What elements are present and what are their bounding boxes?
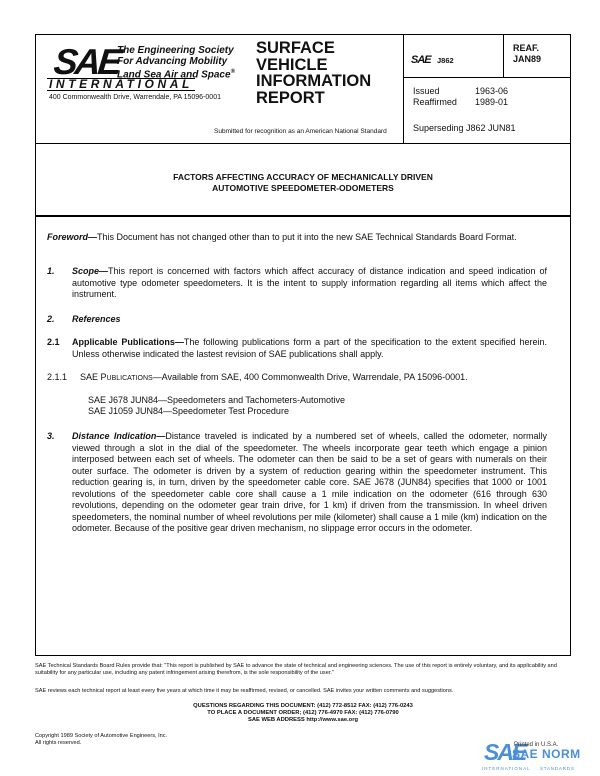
sae-address: 400 Commonwealth Drive, Warrendale, PA 15096-0001 (49, 94, 221, 101)
watermark-standards: STANDARDS (540, 766, 575, 771)
scope-section: Scope—This report is concerned with factors which affect accuracy of distance indication and speed indication of automotive type odometer speedometers. It is the intent to supply information regarding all items which affect the instrument. (72, 266, 547, 299)
reaffirmation-status: REAF. JAN89 (513, 43, 542, 64)
submitted-note: Submitted for recognition as an American National Standard (214, 128, 387, 135)
web-address: SAE WEB ADDRESS http://www.sae.org (247, 717, 359, 723)
sae-logo: SAE (51, 41, 122, 82)
document-title: FACTORS AFFECTING ACCURACY OF MECHANICALLY DRIVEN AUTOMOTIVE SPEEDOMETER-ODOMETERS (173, 172, 433, 193)
issue-dates: Issued 1963-06 Reaffirmed 1989-01 (413, 86, 509, 107)
printed-note: Printed in U.S.A. (514, 742, 559, 748)
section-number: 1. (47, 266, 55, 276)
order-contact: TO PLACE A DOCUMENT ORDER; (412) 776-4970 FAX: (412) 776-0790 (207, 710, 399, 716)
applicable-publications: Applicable Publications—The following publications form a part of the specification to the extent specified herein. Unless otherwise indicated the lastest revision of SAE publications shall apply. (72, 337, 547, 359)
small-sae-logo: SAE (411, 54, 431, 66)
header-divider (503, 35, 504, 77)
rights-reserved: All rights reserved. (35, 740, 82, 746)
header-divider (403, 77, 570, 78)
watermark-text: SAE NORM (512, 747, 581, 761)
section-number: 2.1.1 (47, 372, 68, 382)
questions-contact: QUESTIONS REGARDING THIS DOCUMENT: (412) 772-8512 FAX: (412) 776-0243 (193, 703, 413, 709)
copyright: Copyright 1989 Society of Automotive Engineers, Inc. (35, 733, 168, 739)
international-banner: INTERNATIONAL (49, 77, 193, 91)
watermark-logo: SAE (484, 739, 526, 765)
distance-indication-section: Distance Indication—Distance traveled is indicated by a numbered set of wheels, called the odometer, normally viewed through a slot in the dial of the speedometer. The wheels incorporate gear teeth which engage a pinion interposed between each set of wheels. The odometer can then be said to be a set of gears with numerals on their outer surface. The odometer is driven by a system of reduction gearing within the speedometer instrument. This reduction gearing is, in turn, driven by the speedometer cable core. SAE J678 (JUN84) specifies that 1000 or 1001 revolutions of the speedometer cable core shall cause a 1 mile indication on the odometer (616 through 630 revolutions, depending on the odometer gear train drive, for 1 km) if driven from the transmission. In wheel driven speedometers, the nominal number of wheel revolutions per mile (kilometer) shall cause a 1 mile (km) indication on the odometer. Because of the positive gear driven mechanism, no slippage error occurs in the odometer. (72, 431, 547, 533)
foreword: Foreword—This Document has not changed other than to put it into the new SAE Technical Standards Board Format. (47, 232, 517, 242)
header-divider (403, 35, 404, 143)
sae-publications: SAE PUBLICATIONS—Available from SAE, 400 Commonwealth Drive, Warrendale, PA 15096-0001. (80, 372, 468, 382)
reference-item: SAE J678 JUN84—Speedometers and Tachometers-Automotive (88, 395, 345, 405)
report-type: SURFACE VEHICLE INFORMATION REPORT (256, 39, 372, 107)
section-number: 3. (47, 431, 55, 441)
reference-item: SAE J1059 JUN84—Speedometer Test Procedure (88, 406, 289, 416)
document-number: J862 (437, 56, 454, 65)
superseding-note: Superseding J862 JUN81 (413, 123, 516, 133)
society-tagline: The Engineering Society For Advancing Mobility Land Sea Air and Space® (117, 45, 235, 81)
review-note: SAE reviews each technical report at least every five years at which time it may be reaffirmed, revised, or cancelled. SAE invites your written comments and suggestions. (35, 688, 454, 694)
references-heading: References (72, 314, 121, 324)
section-number: 2. (47, 314, 55, 324)
section-number: 2.1 (47, 337, 60, 347)
watermark-international: INTERNATIONAL (482, 766, 531, 771)
board-rules: SAE Technical Standards Board Rules provide that: "This report is published by SAE to advance the state of technical and engineering sciences. The use of this report is entirely voluntary, and its applicability and suitability for any particular use, including any patent infringement arising therefrom, is the sole responsibility of the user." (35, 663, 557, 676)
